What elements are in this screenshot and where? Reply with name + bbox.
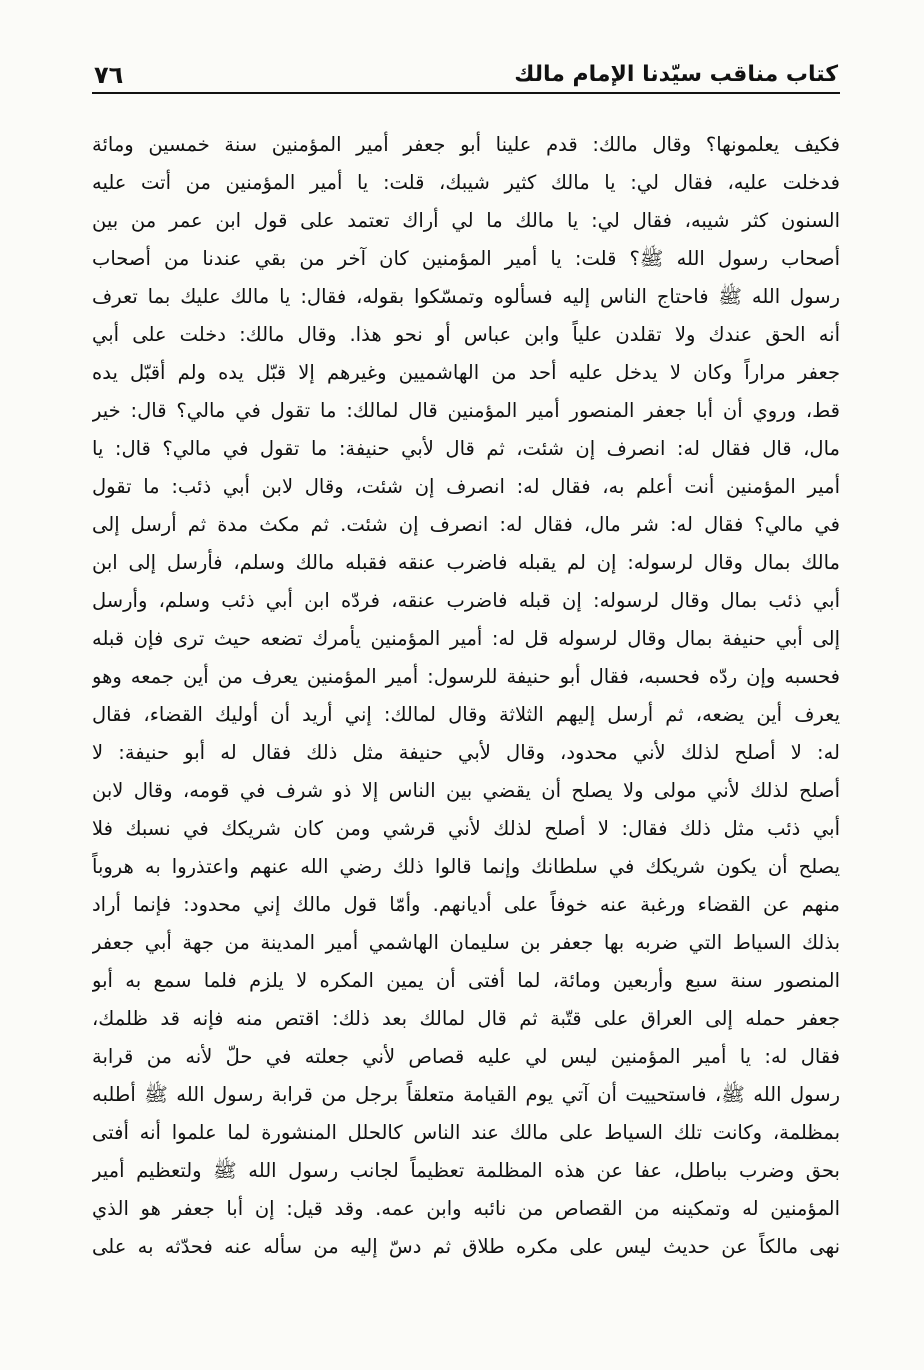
text-line: منهم عن القضاء ورغبة عنه خوفاً على أديانهم. وأمّا قول مالك إني محدود: فإنما أراد — [92, 893, 840, 916]
text-line: جعفر حمله إلى العراق على قتّبة ثم قال لمالك بعد ذلك: اقتص منه فإنه قد ظلمك، — [92, 1007, 840, 1030]
text-line: له: لا أصلح لذلك لأني محدود، وقال لأبي حنيفة مثل ذلك فقال له أبو حنيفة: لا — [92, 741, 840, 764]
text-line: أبي ذئب بمال وقال لرسوله: إن قبله فاضرب عنقه، فردّه ابن أبي ذئب وسلم، وأرسل — [92, 589, 840, 612]
text-line: أمير المؤمنين أنت أعلم به، فقال له: انصرف إن شئت، وقال لابن أبي ذئب: ما تقول — [92, 475, 840, 498]
text-line: أصلح لذلك لأني مولى ولا يصلح أن يقضي بين الناس إلا ذو شرف في قومه، وقال لابن — [92, 779, 840, 802]
page-number: ٧٦ — [94, 61, 124, 89]
text-line: يعرف أين يضعه، ثم أرسل إليهم الثلاثة وقال لمالك: إني أريد أن أوليك القضاء، فقال — [92, 703, 840, 726]
text-line: بذلك السياط التي ضربه بها جعفر بن سليمان الهاشمي أمير المدينة من جهة أبي جعفر — [92, 931, 840, 954]
page-header — [92, 58, 840, 94]
text-line: بمظلمة، وكانت تلك السياط على مالك عند الناس كالحلل المنشورة لما علموا أنه أفتى — [92, 1121, 840, 1144]
text-line: فدخلت عليه، فقال لي: يا مالك كثير شيبك، قلت: يا أمير المؤمنين من أتت عليه — [92, 171, 840, 194]
text-line: فقال له: يا أمير المؤمنين ليس لي عليه قصاص لأني جعلته في حلّ لأنه من قرابة — [92, 1045, 840, 1068]
text-line: أنه الحق عندك ولا تقلدن علياً وابن عباس أو نحو هذا. وقال مالك: دخلت على أبي — [92, 323, 840, 346]
text-line: رسول الله ﷺ فاحتاج الناس إليه فسألوه وتمسّكوا بقوله، فقال: يا مالك عليك بما تعرف — [92, 285, 840, 308]
text-line: قط، وروي أن أبا جعفر المنصور أمير المؤمنين قال لمالك: ما تقول في مالي؟ قال: خير — [92, 399, 840, 422]
text-line: نهى مالكاً عن حديث ليس على مكره طلاق ثم دسّ إليه من سأله عنه فحدّثه به على — [92, 1235, 840, 1258]
body-text — [92, 126, 840, 1306]
text-line: أبي ذئب مثل ذلك فقال: لا أصلح لذلك لأني قرشي ومن كان شريكك في نسبك فلا — [92, 817, 840, 840]
running-title: كتاب مناقب سيّدنا الإمام مالك — [514, 62, 838, 87]
text-line: مالك بمال وقال لرسوله: إن لم يقبله فاضرب عنقه فقبله مالك وسلم، فأرسل إلى ابن — [92, 551, 840, 574]
text-line: أصحاب رسول الله ﷺ؟ قلت: يا أمير المؤمنين كان آخر من بقي عندنا من أصحاب — [92, 247, 840, 270]
text-line: إلى أبي حنيفة بمال وقال لرسوله قل له: أمير المؤمنين يأمرك تضعه حيث ترى فإن قبله — [92, 627, 840, 650]
text-line: يصلح أن يكون شريكك في سلطانك وإنما قالوا ذلك رضي الله عنهم واعتذروا به هروباً — [92, 855, 840, 878]
text-line: المؤمنين له وتمكينه من القصاص من نائبه وابن عمه. وقد قيل: إن أبا جعفر هو الذي — [92, 1197, 840, 1220]
text-line: فكيف يعلمونها؟ وقال مالك: قدم علينا أبو جعفر أمير المؤمنين سنة خمسين ومائة — [92, 133, 840, 156]
text-line: جعفر مراراً وكان لا يدخل عليه أحد من الهاشميين وغيرهم إلا قبّل يده ولم أقبّل يده — [92, 361, 840, 384]
text-line: رسول الله ﷺ، فاستحييت أن آتي يوم القيامة متعلقاً برجل من قرابة رسول الله ﷺ أطلبه — [92, 1083, 840, 1106]
text-line: في مالي؟ فقال له: شر مال، فقال له: انصرف إن شئت. ثم مكث مدة ثم أرسل إلى — [92, 513, 840, 536]
text-line: بحق وضرب بباطل، عفا عن هذه المظلمة تعظيماً لجانب رسول الله ﷺ ولتعظيم أمير — [92, 1159, 840, 1182]
text-line: مال، قال فقال له: انصرف إن شئت، ثم قال لأبي حنيفة: ما تقول في مالي؟ قال: يا — [92, 437, 840, 460]
text-line: المنصور سنة سبع وأربعين ومائة، لما أفتى أن يمين المكره لا يلزم فلما سمع به أبو — [92, 969, 840, 992]
text-line: السنون كثر شيبه، فقال لي: يا مالك ما لي أراك تعتمد على قول ابن عمر من بين — [92, 209, 840, 232]
text-line: فحسبه وإن ردّه فحسبه، فقال أبو حنيفة للرسول: أمير المؤمنين يعرف من أين جمعه وهو — [92, 665, 840, 688]
